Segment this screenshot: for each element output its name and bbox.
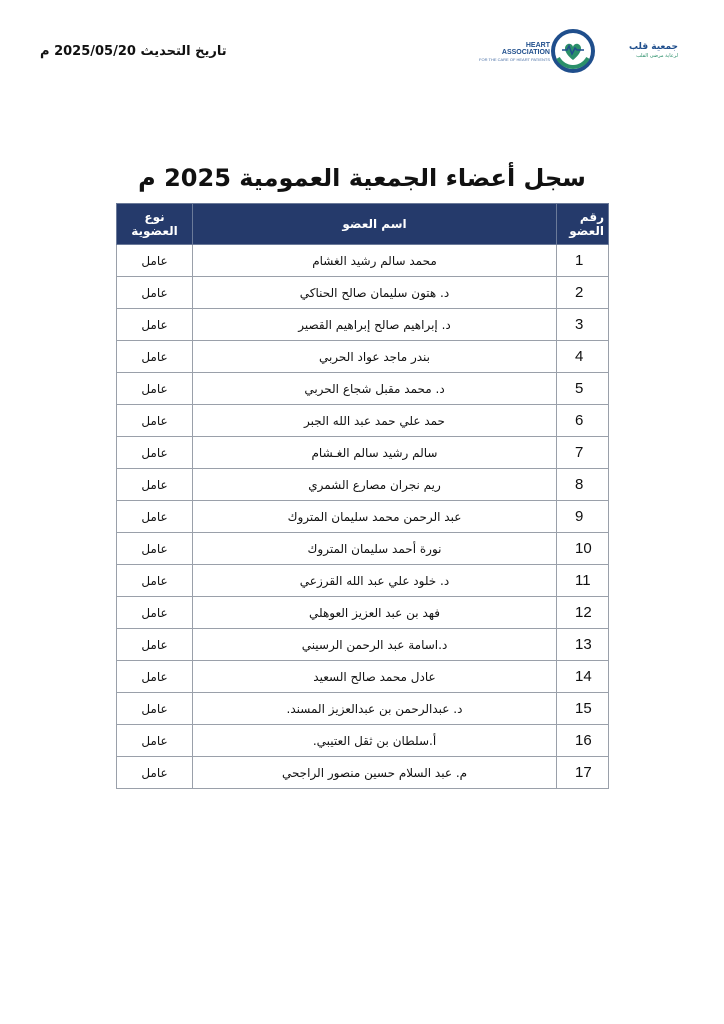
membership-type-cell: عامل (117, 501, 193, 533)
membership-type-cell: عامل (117, 629, 193, 661)
membership-type-cell: عامل (117, 565, 193, 597)
membership-type-cell: عامل (117, 725, 193, 757)
membership-type-cell: عامل (117, 437, 193, 469)
member-name-cell: أ.سلطان بن ثقل العتيبي. (193, 725, 557, 757)
member-number-cell: 16 (557, 725, 609, 757)
table-row (117, 597, 609, 629)
membership-type-cell: عامل (117, 341, 193, 373)
member-number-cell: 11 (557, 565, 609, 597)
member-number-cell: 17 (557, 757, 609, 789)
member-name-cell: سالم رشيد سالم الغـشام (193, 437, 557, 469)
table-row (117, 277, 609, 309)
membership-type-cell: عامل (117, 661, 193, 693)
member-name-cell: بندر ماجد عواد الحربي (193, 341, 557, 373)
header-member-number: رقم العضو (557, 204, 609, 245)
membership-type-cell: عامل (117, 757, 193, 789)
update-date: تاريخ التحديث 2025/05/20 م (40, 44, 227, 59)
members-table (116, 203, 609, 789)
member-number-cell: 6 (557, 405, 609, 437)
logo-ar-name: جمعية قلب (629, 42, 678, 52)
logo-en-name: HEART ASSOCIATION (501, 42, 550, 56)
logo-english-text (478, 42, 550, 62)
member-name-cell: ريم نجران مصارع الشمري (193, 469, 557, 501)
document-title: سجل أعضاء الجمعية العمومية 2025 م (138, 164, 586, 192)
table-row (117, 757, 609, 789)
member-name-cell: نورة أحمد سليمان المتروك (193, 533, 557, 565)
member-name-cell: عادل محمد صالح السعيد (193, 661, 557, 693)
member-number-cell: 3 (557, 309, 609, 341)
header-member-name: اسم العضو (193, 204, 557, 245)
table-row (117, 565, 609, 597)
logo-arabic-text (598, 42, 678, 59)
member-number-cell: 14 (557, 661, 609, 693)
member-name-cell: د. خلود علي عبد الله القرزعي (193, 565, 557, 597)
logo-en-tagline: FOR THE CARE OF HEART PATIENTS (479, 57, 550, 62)
table-row (117, 437, 609, 469)
table-row (117, 501, 609, 533)
table-row (117, 309, 609, 341)
member-name-cell: د. إبراهيم صالح إبراهيم القصير (193, 309, 557, 341)
table-row (117, 693, 609, 725)
member-number-cell: 10 (557, 533, 609, 565)
member-name-cell: فهد بن عبد العزيز العوهلي (193, 597, 557, 629)
table-row (117, 533, 609, 565)
member-number-cell: 7 (557, 437, 609, 469)
member-number-cell: 12 (557, 597, 609, 629)
table-row (117, 405, 609, 437)
member-number-cell: 8 (557, 469, 609, 501)
membership-type-cell: عامل (117, 469, 193, 501)
member-number-cell: 15 (557, 693, 609, 725)
table-row (117, 245, 609, 277)
member-name-cell: عبد الرحمن محمد سليمان المتروك (193, 501, 557, 533)
table-header-row (117, 204, 609, 245)
member-number-cell: 13 (557, 629, 609, 661)
member-name-cell: د. عبدالرحمن بن عبدالعزيز المسند. (193, 693, 557, 725)
membership-type-cell: عامل (117, 277, 193, 309)
table-row (117, 341, 609, 373)
membership-type-cell: عامل (117, 245, 193, 277)
member-number-cell: 1 (557, 245, 609, 277)
membership-type-cell: عامل (117, 597, 193, 629)
table-row (117, 661, 609, 693)
membership-type-cell: عامل (117, 309, 193, 341)
table-row (117, 469, 609, 501)
member-name-cell: د.اسامة عبد الرحمن الرسيني (193, 629, 557, 661)
table-row (117, 629, 609, 661)
table-row (117, 373, 609, 405)
membership-type-cell: عامل (117, 405, 193, 437)
membership-type-cell: عامل (117, 693, 193, 725)
membership-type-cell: عامل (117, 533, 193, 565)
table-row (117, 725, 609, 757)
member-number-cell: 5 (557, 373, 609, 405)
member-name-cell: د. هتون سليمان صالح الحناكي (193, 277, 557, 309)
member-number-cell: 4 (557, 341, 609, 373)
logo-ar-tagline: لرعاية مرضى القلب (636, 53, 678, 59)
membership-type-cell: عامل (117, 373, 193, 405)
member-name-cell: محمد سالم رشيد الغشام (193, 245, 557, 277)
header-membership-type: نوع العضوية (117, 204, 193, 245)
member-number-cell: 9 (557, 501, 609, 533)
heart-association-logo (478, 28, 688, 74)
heart-logo-icon (550, 28, 596, 74)
member-number-cell: 2 (557, 277, 609, 309)
member-name-cell: م. عبد السلام حسين منصور الراجحي (193, 757, 557, 789)
member-name-cell: د. محمد مقبل شجاع الحربي (193, 373, 557, 405)
member-name-cell: حمد علي حمد عبد الله الجبر (193, 405, 557, 437)
